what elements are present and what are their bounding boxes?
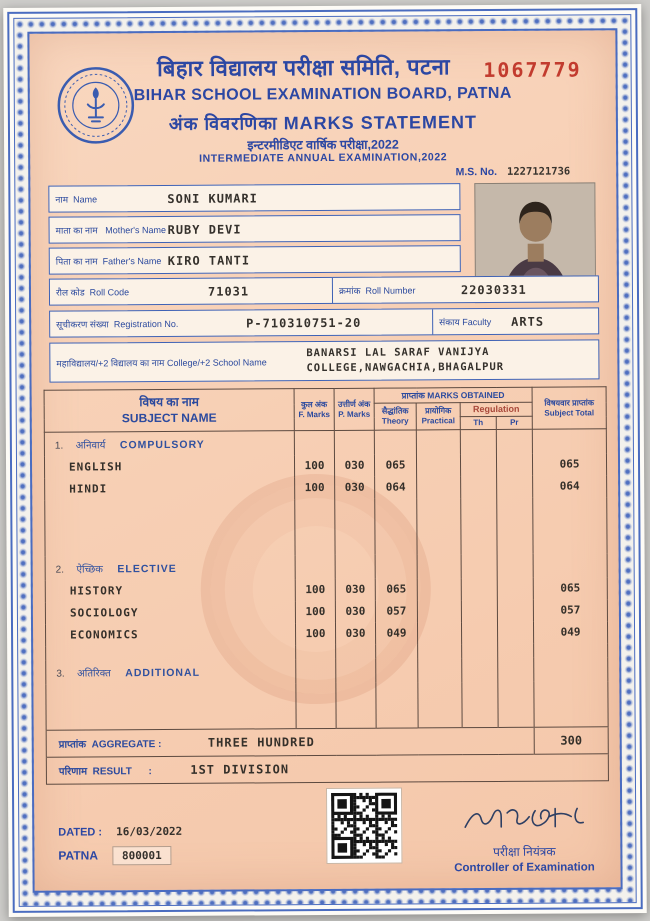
aggregate-label: प्राप्तांक AGGREGATE : xyxy=(58,739,162,751)
aggregate-value: THREE HUNDRED xyxy=(207,735,315,750)
col-header-practical: प्रायोगिक Practical xyxy=(416,403,460,431)
certificate xyxy=(3,4,647,917)
subject-name: ECONOMICS xyxy=(45,623,295,647)
registration-value: P-710310751-20 xyxy=(246,315,362,330)
exam-title-hindi: इन्टरमीडिएट वार्षिक परीक्षा,2022 xyxy=(247,137,399,153)
col-header-subject-total: विषयवार प्राप्तांक Subject Total xyxy=(532,387,606,430)
name-label: नाम Name xyxy=(55,194,98,205)
faculty-label: संकाय Faculty xyxy=(439,316,492,328)
spacer-row xyxy=(45,497,607,556)
roll-number-label: क्रमांक Roll Number xyxy=(338,285,416,296)
table-row: HINDI 100 030 064 064 xyxy=(45,475,607,500)
roll-code-label: रौल कोड Roll Code xyxy=(55,287,130,298)
dated-value: 16/03/2022 xyxy=(116,824,183,839)
aggregate-row xyxy=(46,727,608,757)
col-header-pass-marks: उत्तीर्ण अंक P. Marks xyxy=(334,388,374,430)
registration-field xyxy=(49,307,599,337)
registration-cell xyxy=(50,309,432,336)
faculty-cell xyxy=(432,308,598,334)
place-label: PATNA xyxy=(58,848,99,863)
ms-number xyxy=(456,165,571,178)
ms-number-label: M.S. No. xyxy=(455,165,498,179)
col-header-regulation-th: Th xyxy=(460,417,496,430)
result-value: 1ST DIVISION xyxy=(190,762,290,778)
dated-label: DATED : xyxy=(58,826,103,839)
registration-label: सूचीकरण संख्या Registration No. xyxy=(56,318,179,330)
col-header-subject: विषय का नाम SUBJECT NAME xyxy=(44,389,294,433)
table-row: ECONOMICS 100 030 049 049 xyxy=(45,621,607,646)
subject-name: ENGLISH xyxy=(44,455,294,479)
aggregate-total: 300 xyxy=(534,727,608,754)
board-title-hindi: बिहार विद्यालय परीक्षा समिति, पटना xyxy=(157,54,451,82)
roll-code-cell xyxy=(50,278,332,305)
father-name-value: KIRO TANTI xyxy=(167,252,251,268)
table-row: ENGLISH 100 030 065 065 xyxy=(44,453,606,478)
college-value: BANARSI LAL SARAF VANIJYA COLLEGE,NAWGACHIA,BHAGALPUR xyxy=(306,345,505,375)
roll-number-cell xyxy=(332,276,598,303)
subject-name: HINDI xyxy=(45,477,295,501)
mother-name-label: माता का नाम Mother's Name xyxy=(55,224,166,236)
certificate-content xyxy=(27,28,622,893)
mother-name-field xyxy=(49,214,461,244)
col-header-full-marks: कुल अंक F. Marks xyxy=(294,388,334,430)
roll-number-value: 22030331 xyxy=(460,282,527,297)
col-header-theory: सैद्धांतिक Theory xyxy=(374,403,416,431)
serial-number: 1067779 xyxy=(483,57,582,83)
roll-field xyxy=(49,275,599,305)
exam-title-english: INTERMEDIATE ANNUAL EXAMINATION,2022 xyxy=(199,151,448,165)
spacer-row xyxy=(46,681,608,730)
qr-code-svg xyxy=(331,793,397,859)
faculty-value: ARTS xyxy=(511,314,545,329)
controller-title-english: Controller of Examination xyxy=(454,861,595,875)
qr-code xyxy=(326,788,402,864)
place-line xyxy=(58,848,171,863)
ms-number-value: 1227121736 xyxy=(506,165,571,178)
name-value: SONI KUMARI xyxy=(167,190,258,206)
marks-table xyxy=(44,386,609,785)
section-heading-compulsory: 1. अनिवार्य COMPULSORY xyxy=(44,429,606,456)
controller-title-hindi: परीक्षा नियंत्रक xyxy=(493,844,556,859)
section-heading-elective: 2. ऐच्छिक ELECTIVE xyxy=(45,553,607,580)
result-row xyxy=(46,754,608,784)
col-header-regulation: Regulation xyxy=(460,402,532,417)
table-row: HISTORY 100 030 065 065 xyxy=(45,577,607,602)
section-heading-additional: 3. अतिरिक्त ADDITIONAL xyxy=(46,657,608,684)
subject-name: SOCIOLOGY xyxy=(45,601,295,625)
signature-icon xyxy=(459,802,589,837)
father-name-label: पिता का नाम Father's Name xyxy=(55,255,162,267)
signature-block xyxy=(444,802,604,874)
dated-line xyxy=(58,825,182,839)
mother-name-value: RUBY DEVI xyxy=(167,222,242,237)
subject-name: HISTORY xyxy=(45,579,295,603)
result-label: परिणाम RESULT : xyxy=(58,766,152,778)
name-field xyxy=(48,183,460,213)
pincode-value: 800001 xyxy=(112,846,172,865)
college-field xyxy=(49,339,599,382)
father-name-field xyxy=(49,245,461,275)
board-title-english: BIHAR SCHOOL EXAMINATION BOARD, PATNA xyxy=(133,84,512,105)
table-row: SOCIOLOGY 100 030 057 057 xyxy=(45,599,607,624)
col-header-marks-obtained: प्राप्तांक MARKS OBTAINED xyxy=(374,387,532,403)
college-label: महाविद्यालय/+2 विद्यालय का नाम College/+2 School Name xyxy=(56,356,267,369)
roll-code-value: 71031 xyxy=(207,283,250,299)
certificate-pattern-border xyxy=(13,14,636,907)
marks-statement-title: अंक विवरणिका MARKS STATEMENT xyxy=(168,112,478,134)
col-header-regulation-pr: Pr xyxy=(496,416,532,429)
certificate-outer-border xyxy=(7,8,642,913)
